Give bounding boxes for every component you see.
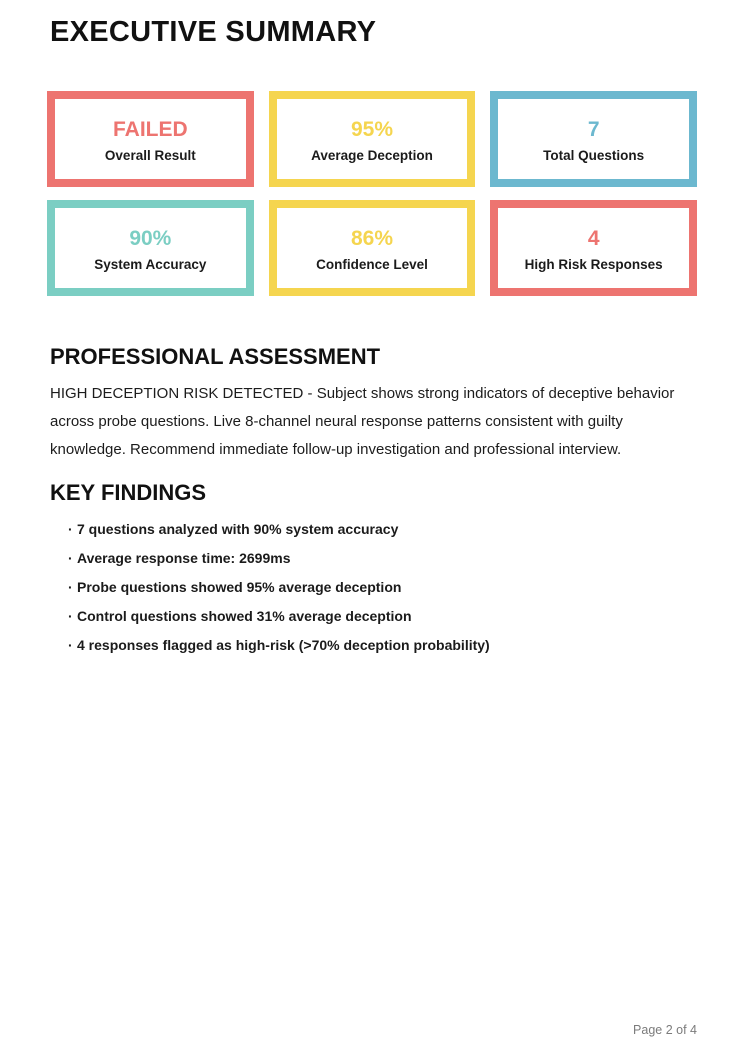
stat-value: 86% xyxy=(350,226,393,250)
stat-card-high-risk-responses xyxy=(490,200,697,296)
stat-label: High Risk Responses xyxy=(524,256,663,272)
report-page xyxy=(0,18,743,1062)
page-title: EXECUTIVE SUMMARY xyxy=(50,16,377,48)
page-number: Page 2 of 4 xyxy=(633,1023,697,1037)
stat-label: Total Questions xyxy=(543,147,645,163)
stat-label: Confidence Level xyxy=(316,256,428,272)
stat-card-system-accuracy xyxy=(47,200,254,296)
findings-list xyxy=(50,515,743,660)
finding-item: · Average response time: 2699ms xyxy=(50,544,743,573)
finding-item: · 7 questions analyzed with 90% system accuracy xyxy=(50,515,743,544)
finding-item: · Control questions showed 31% average deception xyxy=(50,602,743,631)
finding-item: · Probe questions showed 95% average deception xyxy=(50,573,743,602)
stat-card-average-deception xyxy=(269,91,476,187)
findings-section-heading: KEY FINDINGS xyxy=(50,480,207,505)
stat-card-confidence-level xyxy=(269,200,476,296)
assessment-section-heading: PROFESSIONAL ASSESSMENT xyxy=(50,344,381,369)
stat-card-total-questions xyxy=(490,91,697,187)
stat-value: FAILED xyxy=(112,117,188,141)
stat-label: Average Deception xyxy=(311,147,433,163)
stat-card-overall-result xyxy=(47,91,254,187)
stat-value: 4 xyxy=(587,226,600,250)
stat-label: System Accuracy xyxy=(94,256,207,272)
assessment-body-text: HIGH DECEPTION RISK DETECTED - Subject shows strong indicators of deceptive behavior across probe questions. Live 8-channel neural response patterns consistent with guilty knowledge. Recommend immediate follow-up investigation and professional interview. xyxy=(50,385,675,458)
stat-card-grid xyxy=(47,91,697,296)
stat-value: 7 xyxy=(587,117,600,141)
stat-value: 90% xyxy=(129,226,172,250)
stat-value: 95% xyxy=(350,117,393,141)
stat-label: Overall Result xyxy=(104,147,196,163)
finding-item: · 4 responses flagged as high-risk (>70% deception probability) xyxy=(50,631,743,660)
